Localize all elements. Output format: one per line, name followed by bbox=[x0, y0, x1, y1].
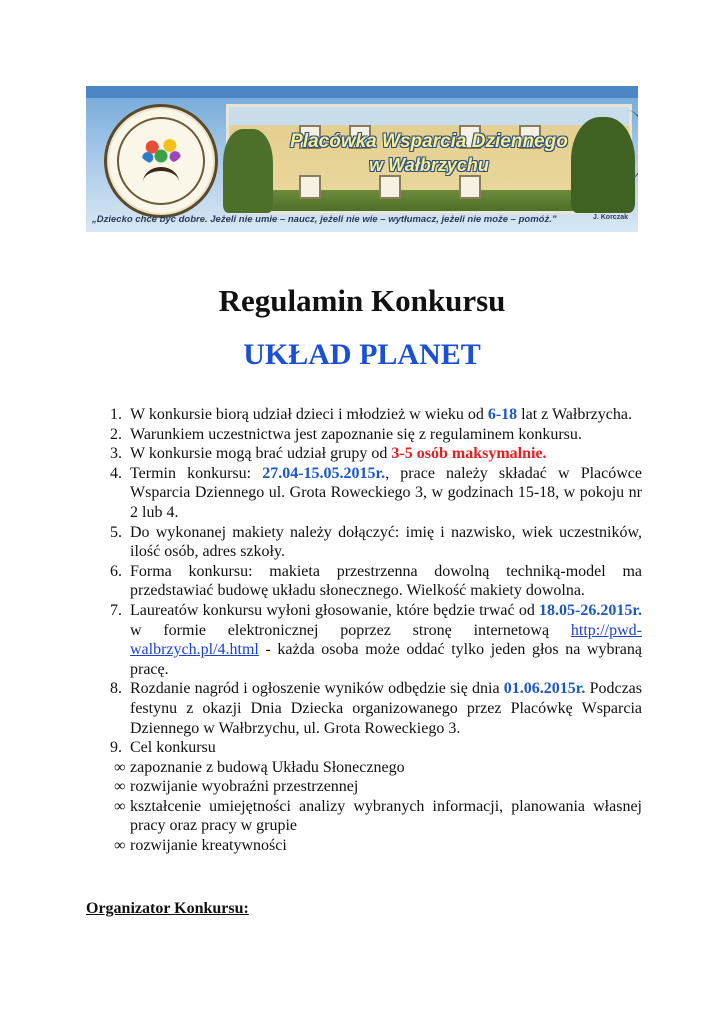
list-item: 8. Rozdanie nagród i ogłoszenie wyników odbędzie się dnia 01.06.2015r. Podczas festynu z okazji Dnia Dziecka organizowanego przez Placówkę Wsparcia Dziennego w Wałbrzychu, ul. Grota Roweckiego 3. bbox=[94, 679, 642, 738]
banner-title-line1: Placówka Wsparcia Dziennego bbox=[290, 131, 568, 152]
highlight-age: 6-18 bbox=[487, 406, 518, 423]
organization-logo bbox=[104, 104, 218, 218]
infinity-bullet-icon: ∞ bbox=[114, 797, 126, 815]
organizer-heading: Organizator Konkursu: bbox=[86, 900, 249, 917]
item-number: 8. bbox=[110, 680, 122, 698]
highlight-award-date: 01.06.2015r. bbox=[503, 680, 586, 698]
bullet-item: ∞ zapoznanie z budową Układu Słonecznego bbox=[94, 758, 642, 778]
list-item: 2. Warunkiem uczestnictwa jest zapoznanie się z regulaminem konkursu. bbox=[94, 425, 642, 445]
infinity-bullet-icon: ∞ bbox=[114, 778, 126, 796]
highlight-group-size: 3-5 osób maksymalnie. bbox=[391, 445, 547, 463]
bullet-item: ∞ rozwijanie kreatywności bbox=[94, 836, 642, 856]
item-number: 2. bbox=[110, 425, 122, 443]
voting-link[interactable]: http://pwd-walbrzych.pl/4.html bbox=[130, 621, 642, 659]
list-item: 3. W konkursie mogą brać udział grupy od 3-5 osób maksymalnie. bbox=[94, 444, 642, 464]
rules-list bbox=[94, 405, 642, 856]
list-item: 5. Do wykonanej makiety należy dołączyć: imię i nazwisko, wiek uczestników, ilość osób, adres szkoły. bbox=[94, 523, 642, 562]
item-number: 6. bbox=[110, 562, 122, 580]
item-number: 4. bbox=[110, 464, 122, 482]
item-number: 3. bbox=[110, 445, 122, 463]
bullet-item: ∞ rozwijanie wyobraźni przestrzennej bbox=[94, 777, 642, 797]
item-number: 1. bbox=[110, 406, 122, 423]
building-photo bbox=[226, 104, 632, 214]
banner-title-line2: w Wałbrzychu bbox=[369, 155, 489, 175]
document-title: Regulamin Konkursu bbox=[218, 283, 506, 318]
highlight-dates: 27.04-15.05.2015r. bbox=[262, 464, 386, 482]
banner-swoosh-decoration bbox=[605, 110, 638, 180]
list-item: 6. Forma konkursu: makieta przestrzenna dowolną techniką-model ma przedstawiać budowę układu słonecznego. Wielkość makiety dowolna. bbox=[94, 562, 642, 601]
banner-motto bbox=[92, 214, 632, 225]
infinity-bullet-icon: ∞ bbox=[114, 837, 126, 855]
bullet-item: ∞ kształcenie umiejętności analizy wybranych informacji, planowania własnej pracy oraz pracy w grupie bbox=[94, 797, 642, 836]
window-image bbox=[459, 175, 481, 199]
item-number: 9. bbox=[110, 739, 122, 757]
item-number: 7. bbox=[110, 601, 122, 619]
item-number: 5. bbox=[110, 523, 122, 541]
document-subtitle: UKŁAD PLANET bbox=[243, 338, 481, 371]
highlight-voting-dates: 18.05-26.2015r. bbox=[539, 601, 642, 619]
list-item: 9. Cel konkursu bbox=[94, 738, 642, 758]
window-image bbox=[379, 175, 401, 199]
motto-text: „Dziecko chce być dobre. Jeżeli nie umie – naucz, jeżeli nie wie – wytłumacz, jeżeli nie może – pomóż.” bbox=[92, 214, 557, 225]
header-banner bbox=[86, 86, 638, 232]
list-item: 1. W konkursie biorą udział dzieci i młodzież w wieku od 6-18 lat z Wałbrzycha. bbox=[94, 405, 642, 425]
infinity-bullet-icon: ∞ bbox=[114, 758, 126, 776]
list-item: 4. Termin konkursu: 27.04-15.05.2015r., prace należy składać w Placówce Wsparcia Dziennego ul. Grota Roweckiego 3, w godzinach 15-18, w pokoju nr 2 lub 4. bbox=[94, 464, 642, 523]
logo-tree-icon bbox=[139, 135, 183, 165]
list-item: 7. Laureatów konkursu wyłoni głosowanie, które będzie trwać od 18.05-26.2015r. w formie elektronicznej poprzez stronę internetową http://pwd-walbrzych.pl/4.html - każda osoba może oddać tylko jeden głos na wybraną pracę. bbox=[94, 601, 642, 679]
banner-top-strip bbox=[86, 86, 638, 98]
motto-author: J. Korczak bbox=[592, 214, 628, 221]
logo-hands-icon bbox=[143, 167, 179, 197]
window-image bbox=[299, 175, 321, 199]
